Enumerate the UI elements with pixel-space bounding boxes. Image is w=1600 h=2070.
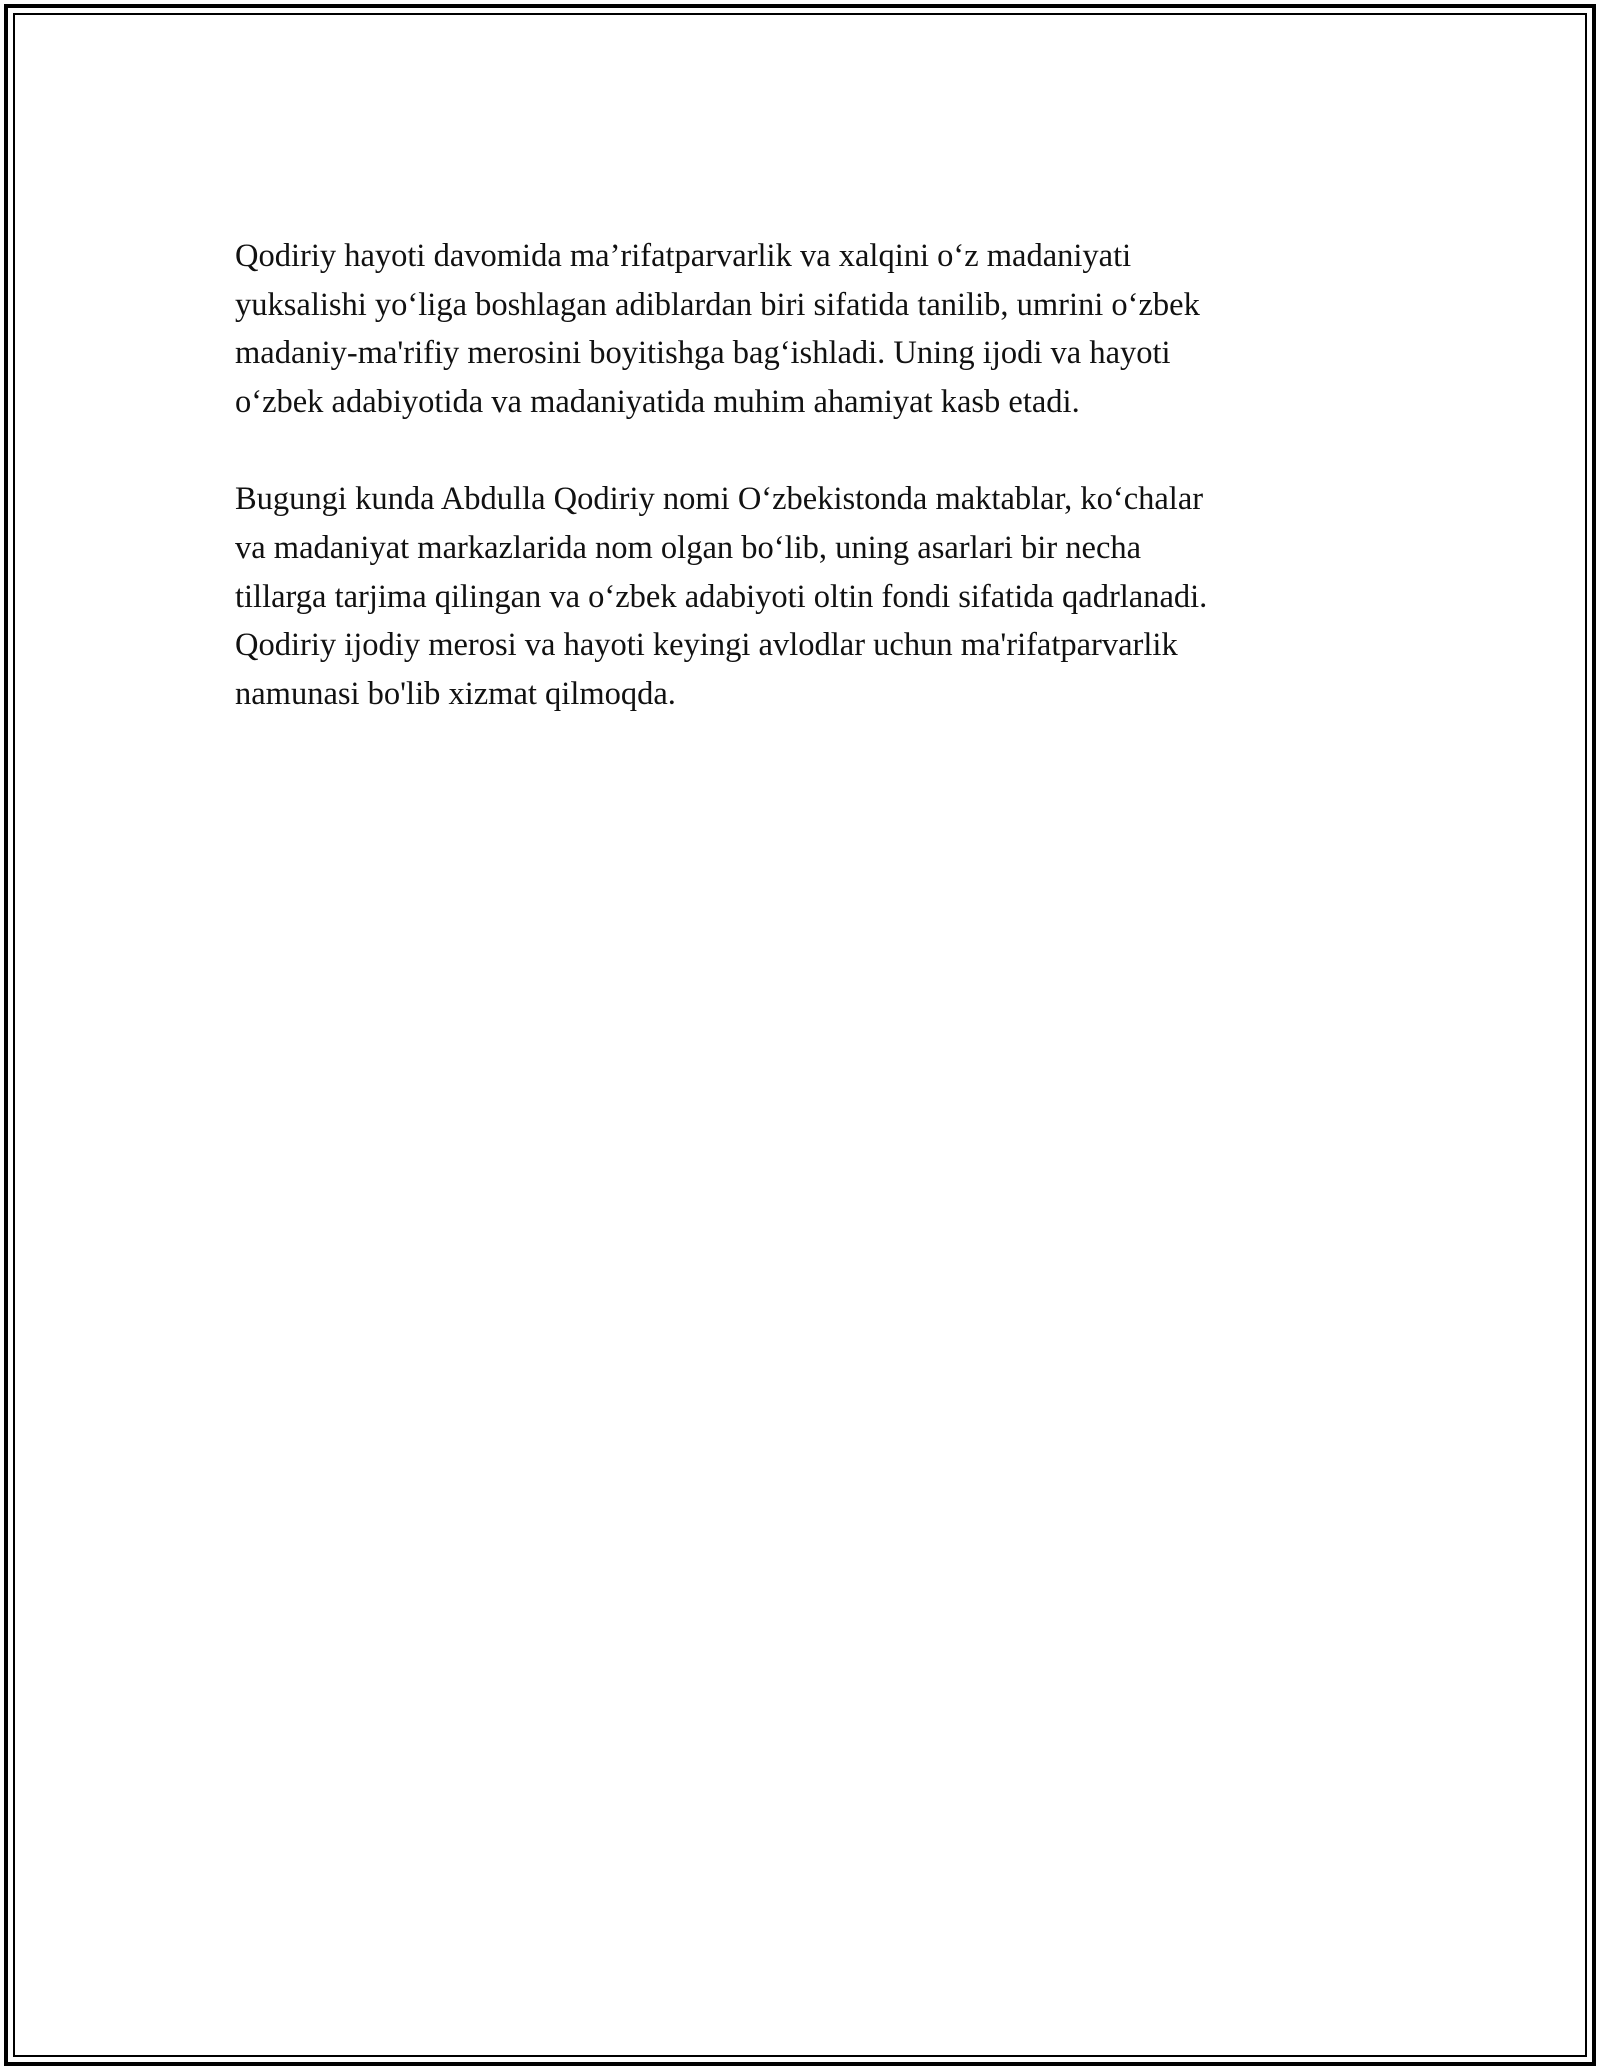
paragraph-line: Bugungi kunda Abdulla Qodiriy nomi O‘zbekistonda maktablar, ko‘chalar [235,481,1204,518]
paragraph-line: va madaniyat markazlarida nom olgan bo‘lib, uning asarlari bir necha [235,529,1142,566]
paragraph-line: madaniy-ma'rifiy merosini boyitishga bag‘ishladi. Uning ijodi va hayoti [235,335,1171,372]
paragraph-line: namunasi bo'lib xizmat qilmoqda. [235,675,676,712]
paragraph-line: yuksalishi yo‘liga boshlagan adiblardan biri sifatida tanilib, umrini o‘zbek [235,286,1200,323]
paragraph-1 [235,232,1365,426]
paragraph-line: o‘zbek adabiyotida va madaniyatida muhim ahamiyat kasb etadi. [235,383,1080,420]
paragraph-line: tillarga tarjima qilingan va o‘zbek adabiyoti oltin fondi sifatida qadrlanadi. [235,578,1208,615]
paragraph-2 [235,475,1365,718]
paragraph-line: Qodiriy ijodiy merosi va hayoti keyingi avlodlar uchun ma'rifatparvarlik [235,627,1178,664]
document-body [235,232,1365,767]
paragraph-line: Qodiriy hayoti davomida ma’rifatparvarlik va xalqini o‘z madaniyati [235,238,1132,274]
